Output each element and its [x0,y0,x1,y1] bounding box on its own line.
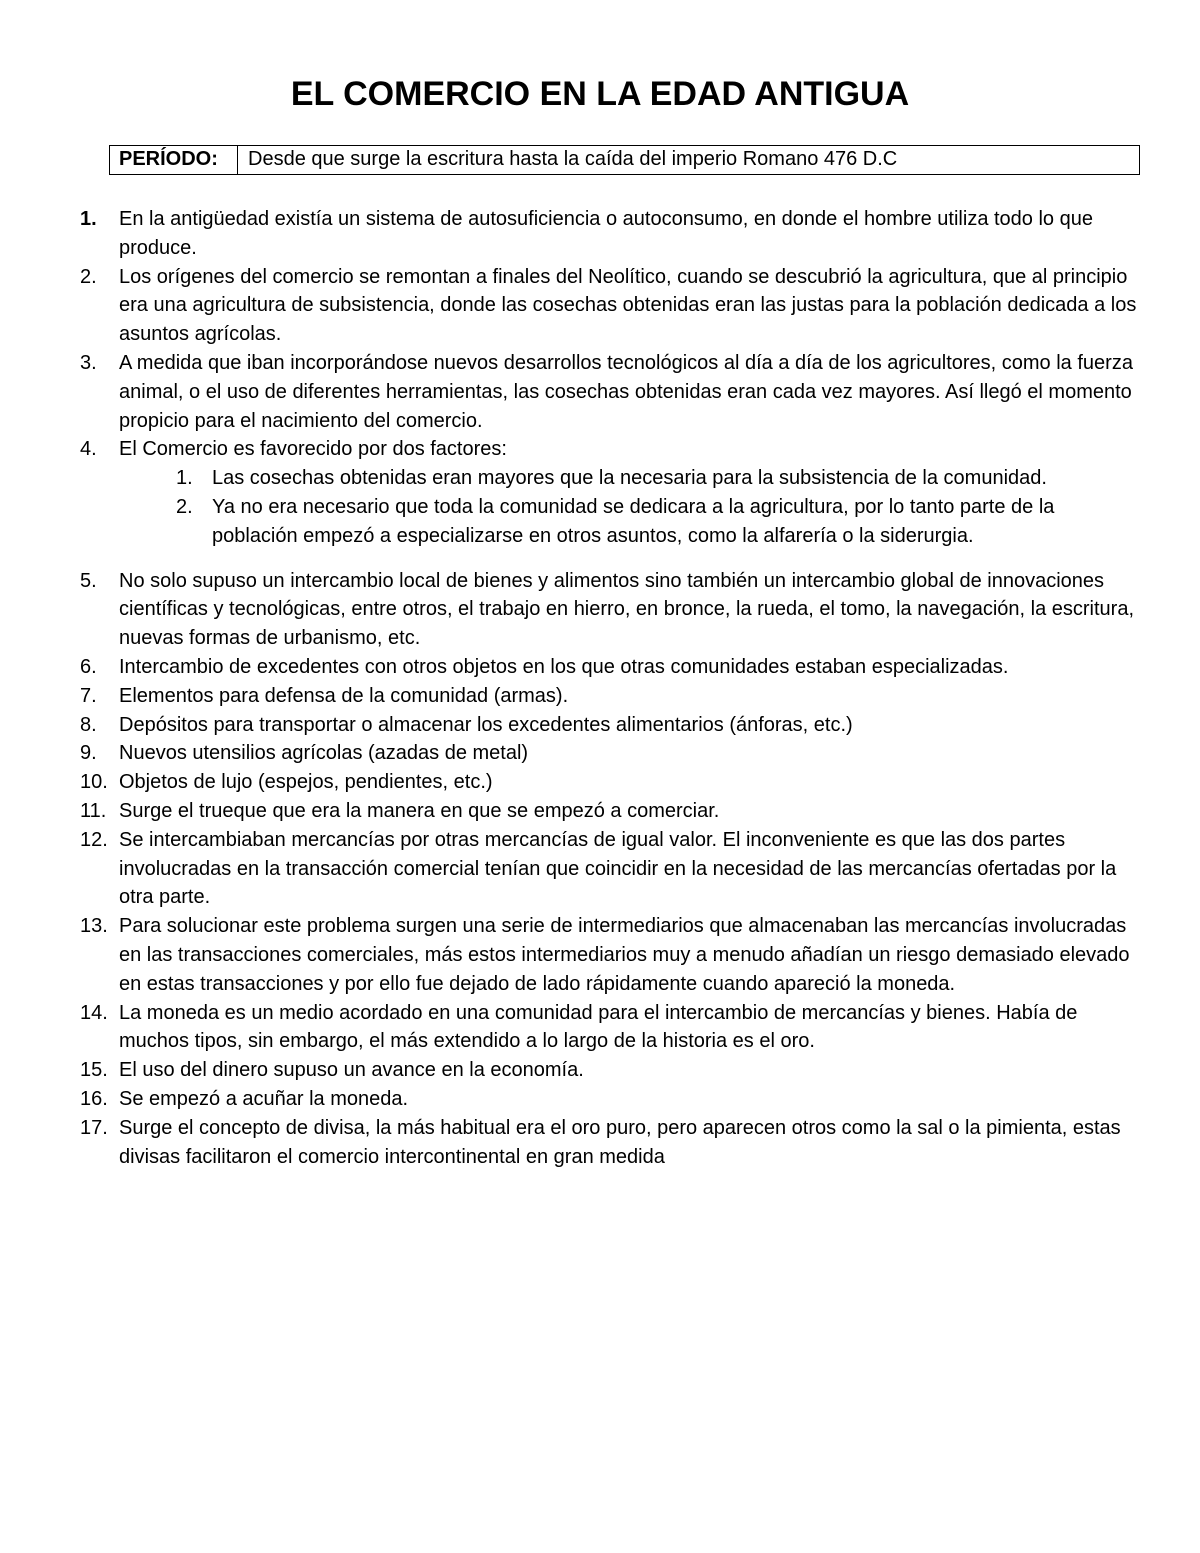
list-text: La moneda es un medio acordado en una comunidad para el intercambio de mercancías y bienes. Había de muchos tipos, sin embargo, el más extendido a lo largo de la historia es el oro. [119,1001,1078,1053]
list-item-17 [0,1114,1200,1172]
sub-list-item-1 [0,464,1200,493]
list-text: Se intercambiaban mercancías por otras mercancías de igual valor. El inconveniente es que las dos partes involucradas en la transacción comercial tenían que coincidir en la necesidad de las mercancías ofertadas por la otra parte. [119,828,1117,909]
period-table [109,145,1140,175]
list-item-13 [0,912,1200,998]
list-text: Objetos de lujo (espejos, pendientes, etc.) [119,771,493,794]
numbered-list [0,205,1200,1171]
list-item-9 [0,739,1200,768]
list-gap [0,551,1200,567]
sub-list-number: 1. [176,467,193,490]
list-text: A medida que iban incorporándose nuevos desarrollos tecnológicos al día a día de los agricultores, como la fuerza animal, o el uso de diferentes herramientas, las cosechas obtenidas eran cada vez mayores. Así llegó el momento propicio para el nacimiento del comercio. [119,351,1133,432]
list-number: 4. [80,438,97,461]
list-text: Intercambio de excedentes con otros objetos en los que otras comunidades estaban especializadas. [119,655,1009,678]
list-item-15 [0,1056,1200,1085]
list-number: 2. [80,265,97,288]
list-text: Los orígenes del comercio se remontan a finales del Neolítico, cuando se descubrió la agricultura, que al principio era una agricultura de subsistencia, donde las cosechas obtenidas eran las justas para la población dedicada a los asuntos agrícolas. [119,265,1137,346]
list-number: 10. [80,771,108,794]
list-item-16 [0,1085,1200,1114]
list-number: 6. [80,655,97,678]
list-item-2 [0,263,1200,349]
list-number: 14. [80,1001,108,1024]
list-text: Depósitos para transportar o almacenar los excedentes alimentarios (ánforas, etc.) [119,713,853,736]
list-text: Nuevos utensilios agrícolas (azadas de metal) [119,742,529,765]
list-number: 3. [80,351,97,374]
list-number: 5. [80,569,97,592]
list-number: 15. [80,1059,108,1082]
list-text: Surge el trueque que era la manera en que se empezó a comerciar. [119,799,720,822]
list-text: En la antigüedad existía un sistema de autosuficiencia o autoconsumo, en donde el hombre utiliza todo lo que produce. [119,208,1093,259]
document-title: EL COMERCIO EN LA EDAD ANTIGUA [290,75,910,113]
period-value: Desde que surge la escritura hasta la caída del imperio Romano 476 D.C [248,148,898,170]
list-text: Para solucionar este problema surgen una serie de intermediarios que almacenaban las mercancías involucradas en las transacciones comerciales, más estos intermediarios muy a menudo añadían un riesgo demasiado elevado en estas transacciones y por ello fue dejado de lado rápidamente cuando apareció la moneda. [119,915,1130,995]
list-number: 9. [80,742,97,765]
list-number: 8. [80,713,97,736]
list-item-8 [0,711,1200,740]
list-text: Se empezó a acuñar la moneda. [119,1087,409,1110]
period-label: PERÍODO: [110,146,238,174]
sub-list-item-2 [0,493,1200,551]
sub-list-text: Ya no era necesario que toda la comunidad se dedicara a la agricultura, por lo tanto parte de la población empezó a especializarse en otros asuntos, como la alfarería o la siderurgia. [212,495,1055,547]
list-text: Surge el concepto de divisa, la más habitual era el oro puro, pero aparecen otros como la sal o la pimienta, estas divisas facilitaron el comercio intercontinental en gran medida [119,1116,1121,1168]
sub-list-text: Las cosechas obtenidas eran mayores que la necesaria para la subsistencia de la comunidad. [212,467,1047,490]
list-number: 13. [80,915,108,938]
list-text: Elementos para defensa de la comunidad (armas). [119,684,569,707]
sub-list-number: 2. [176,495,193,518]
list-number: 11. [80,799,107,822]
list-item-7 [0,682,1200,711]
list-number: 1. [80,208,97,230]
list-item-3 [0,349,1200,435]
list-item-10 [0,768,1200,797]
list-item-4 [0,435,1200,464]
list-item-11 [0,797,1200,826]
list-number: 12. [80,828,108,851]
list-text: El uso del dinero supuso un avance en la economía. [119,1059,584,1082]
list-item-5 [0,567,1200,653]
list-item-12 [0,826,1200,912]
list-text: El Comercio es favorecido por dos factores: [119,438,507,461]
list-number: 16. [80,1087,108,1110]
list-item-14 [0,999,1200,1057]
list-text: No solo supuso un intercambio local de bienes y alimentos sino también un intercambio global de innovaciones científicas y tecnológicas, entre otros, el trabajo en hierro, en bronce, la rueda, el tomo, la navegación, la escritura, nuevas formas de urbanismo, etc. [119,569,1134,650]
list-item-6 [0,653,1200,682]
list-item-1 [0,205,1200,263]
list-number: 7. [80,684,97,707]
list-number: 17. [80,1116,108,1139]
